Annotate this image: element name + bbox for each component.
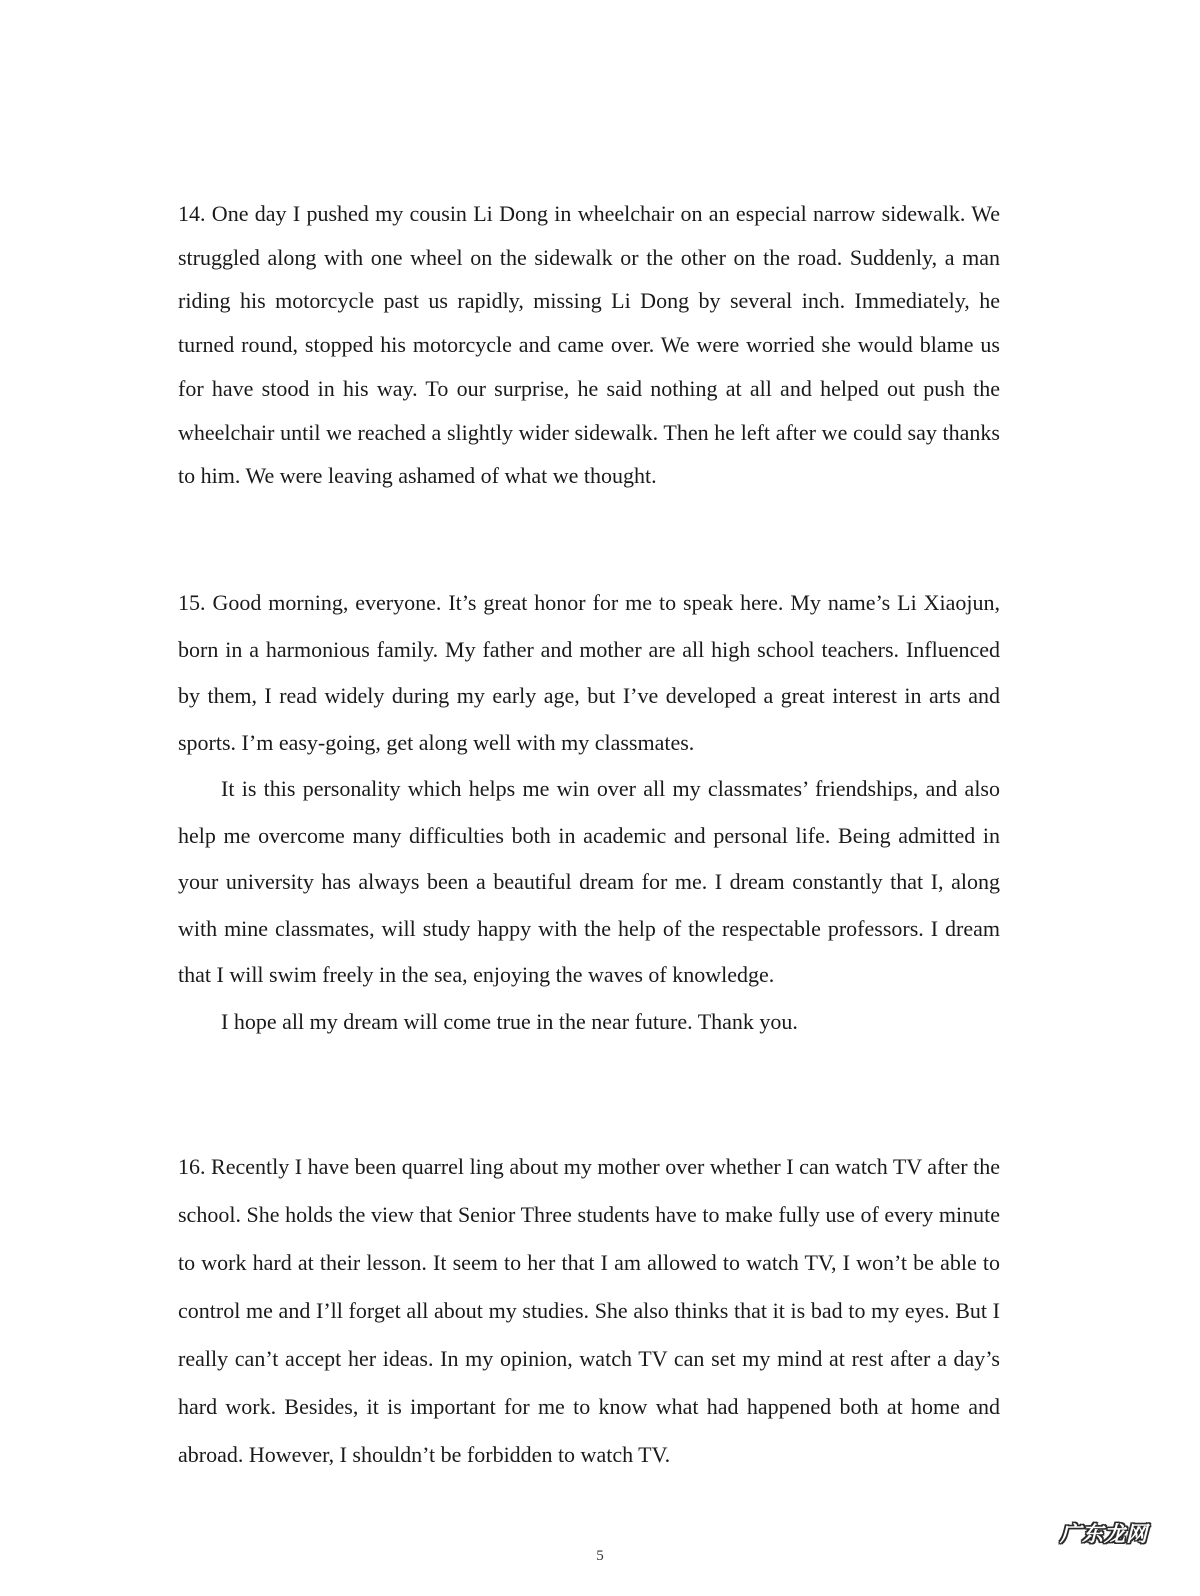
watermark-logo: 广东龙网 [1060,1522,1148,1546]
exercise-14 [178,192,1000,498]
paragraph: 14. One day I pushed my cousin Li Dong in wheelchair on an especial narrow sidewalk. We struggled along with one wheel on the sidewalk or the other on the road. Suddenly, a man riding his motorcycle past us rapidly, missing Li Dong by several inch. Immediately, he turned round, stopped his motorcycle and came over. We were worried she would blame us for have stood in his way. To our surprise, he said nothing at all and helped out push the wheelchair until we reached a slightly wider sidewalk. Then he left after we could say thanks to him. We were leaving ashamed of what we thought. [178,201,1000,489]
paragraph: It is this personality which helps me win over all my classmates’ friendships, and also help me overcome many difficulties both in academic and personal life. Being admitted in your university has always been a beautiful dream for me. I dream constantly that I, along with mine classmates, will study happy with the help of the respectable professors. I dream that I will swim freely in the sea, enjoying the waves of knowledge. [178,776,1000,987]
paragraph: 15. Good morning, everyone. It’s great honor for me to speak here. My name’s Li Xiaojun, born in a harmonious family. My father and mother are all high school teachers. Influenced by them, I read widely during my early age, but I’ve developed a great interest in arts and sports. I’m easy-going, get along well with my classmates. [178,590,1000,755]
paragraph: I hope all my dream will come true in the near future. Thank you. [221,1008,798,1034]
page-number: 5 [596,1548,604,1564]
exercise-15 [178,580,1000,1045]
paragraph: 16. Recently I have been quarrel ling about my mother over whether I can watch TV after the school. She holds the view that Senior Three students have to make fully use of every minute to work hard at their lesson. It seem to her that I am allowed to watch TV, I won’t be able to control me and I’ll forget all about my studies. She also thinks that it is bad to my eyes. But I really can’t accept her ideas. In my opinion, watch TV can set my mind at rest after a day’s hard work. Besides, it is important for me to know what had happened both at home and abroad. However, I shouldn’t be forbidden to watch TV. [178,1154,1000,1467]
document-page [178,0,1000,1596]
exercise-16 [178,1143,1000,1479]
